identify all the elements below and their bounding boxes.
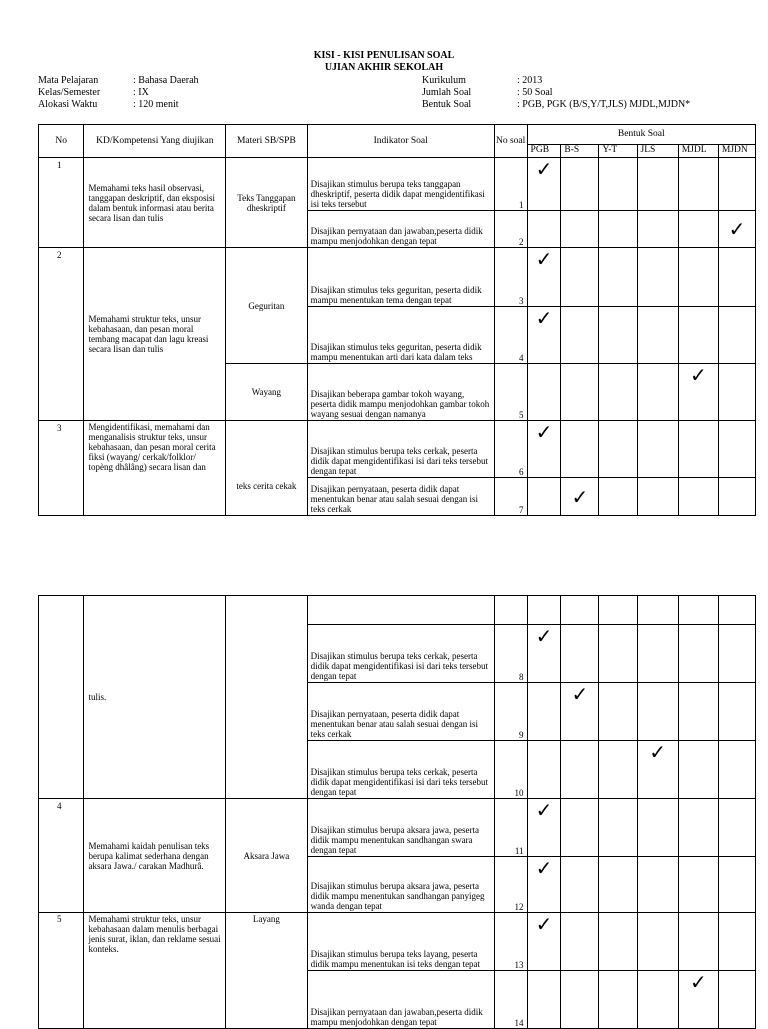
- header-materi: Materi SB/SPB: [226, 125, 307, 158]
- meta-label-question-form: Bentuk Soal: [422, 99, 472, 110]
- group-number: [39, 596, 84, 799]
- check-mjdl-icon: ✓: [678, 364, 718, 421]
- group-number: 5: [39, 913, 84, 1029]
- question-number: 2: [494, 211, 527, 248]
- header-kd: KD/Kompetensi Yang diujikan: [84, 125, 226, 158]
- question-number: 11: [494, 799, 527, 857]
- document-title: KISI - KISI PENULISAN SOAL: [313, 50, 455, 61]
- table-row: [39, 421, 756, 478]
- check-bs-icon: ✓: [561, 478, 599, 516]
- indikator-cell: Disajikan stimulus berupa teks cerkak, peserta didik dapat mengidentifikasi isi dari teks tersebut dengan tepat: [307, 741, 494, 799]
- indikator-cell: Disajikan stimulus berupa teks layang, peserta didik mampu menentukan isi teks dengan tepat: [307, 913, 494, 971]
- meta-label-time: Alokasi Waktu: [38, 99, 98, 110]
- table-row: [39, 913, 756, 971]
- materi-cell: Layang: [226, 913, 307, 1029]
- check-pgb-icon: ✓: [527, 307, 561, 364]
- question-grid-table-2: [38, 595, 756, 1029]
- header-type-jls: JLS: [637, 145, 678, 158]
- group-number: 3: [39, 421, 84, 516]
- materi-cell: Geguritan: [226, 248, 307, 364]
- indikator-cell: Disajikan stimulus berupa aksara jawa, peserta didik mampu menentukan sandhangan panyigeg wanda dengan tepat: [307, 857, 494, 913]
- indikator-cell: Disajikan pernyataan, peserta didik dapat menentukan benar atau salah sesuai dengan isi teks cerkak: [307, 478, 494, 516]
- indikator-cell: Disajikan stimulus berupa aksara jawa, peserta didik mampu menentukan sandhangan swara dengan tepat: [307, 799, 494, 857]
- check-pgb-icon: ✓: [527, 421, 561, 478]
- header-no-soal: No soal: [494, 125, 527, 158]
- kd-cell: Memahami struktur teks, unsur kebahasaan, dan pesan moral tembang macapat dan lagu kreasi secara lisan dan tulis: [84, 248, 226, 421]
- kd-cell: Memahami teks hasil observasi, tanggapan deskriptif, dan eksposisi dalam bentuk informasi atau berita secara lisan dan tulis: [84, 158, 226, 248]
- header-no: No: [39, 125, 84, 158]
- kd-cell: Memahami kaidah penulisan teks berupa kalimat sederhana dengan aksara Jawa./ carakan Madhurâ.: [84, 799, 226, 913]
- check-pgb-icon: ✓: [527, 799, 561, 857]
- check-mjdn-icon: ✓: [718, 211, 755, 248]
- group-number: 4: [39, 799, 84, 913]
- meta-value-question-count: : 50 Soal: [517, 87, 553, 98]
- check-jls-icon: ✓: [637, 741, 678, 799]
- table-header-row: [39, 125, 756, 145]
- check-pgb-icon: ✓: [527, 913, 561, 971]
- header-type-bs: B-S: [561, 145, 599, 158]
- check-mjdl-icon: ✓: [678, 971, 718, 1029]
- question-number: 4: [494, 307, 527, 364]
- meta-label-class: Kelas/Semester: [38, 87, 101, 98]
- check-pgb-icon: ✓: [527, 625, 561, 683]
- check-bs-icon: ✓: [561, 683, 599, 741]
- question-number: 8: [494, 625, 527, 683]
- question-grid-table-1: [38, 124, 756, 516]
- header-bentuk-soal: Bentuk Soal: [527, 125, 755, 145]
- question-number: 1: [494, 158, 527, 211]
- indikator-cell: Disajikan stimulus teks geguritan, peserta didik mampu menentukan arti dari kata dalam teks: [307, 307, 494, 364]
- indikator-cell: Disajikan beberapa gambar tokoh wayang, peserta didik mampu menjodohkan gambar tokoh wayang sesuai dengan namanya: [307, 364, 494, 421]
- check-pgb-icon: ✓: [527, 857, 561, 913]
- meta-value-time: : 120 menit: [133, 99, 179, 110]
- document-subtitle: UJIAN AKHIR SEKOLAH: [324, 62, 444, 73]
- meta-value-question-form: : PGB, PGK (B/S,Y/T,JLS) MJDL,MJDN*: [517, 99, 691, 110]
- indikator-cell: Disajikan stimulus teks geguritan, peserta didik mampu menentukan tema dengan tepat: [307, 248, 494, 307]
- meta-label-subject: Mata Pelajaran: [38, 75, 99, 86]
- header-type-pgb: PGB: [527, 145, 561, 158]
- meta-label-curriculum: Kurikulum: [422, 75, 466, 86]
- materi-cell: Wayang: [226, 364, 307, 421]
- table-row: [39, 596, 756, 625]
- question-number: 3: [494, 248, 527, 307]
- table-row: [39, 248, 756, 307]
- kd-cell: tulis.: [84, 596, 226, 799]
- materi-cell: Aksara Jawa: [226, 799, 307, 913]
- header-type-mjdl: MJDL: [678, 145, 718, 158]
- meta-label-question-count: Jumlah Soal: [422, 87, 472, 98]
- indikator-cell: Disajikan stimulus berupa teks cerkak, peserta didik dapat mengidentifikasi isi dari teks tersebut dengan tepat: [307, 421, 494, 478]
- indikator-cell: Disajikan stimulus berupa teks tanggapan dheskriptif, peserta didik dapat mengidentifikasi isi teks tersebut: [307, 158, 494, 211]
- question-number: 9: [494, 683, 527, 741]
- question-number: 6: [494, 421, 527, 478]
- question-number: 14: [494, 971, 527, 1029]
- kd-cell: Mengidentifikasi, memahami dan menganalisis struktur teks, unsur kebahasaan, dan pesan moral cerita fiksi (wayang/ cerkak/folklor/ topèng dhâlâng) secara lisan dan: [84, 421, 226, 516]
- materi-cell: Teks Tanggapan dheskriptif: [226, 158, 307, 248]
- indikator-cell: Disajikan stimulus berupa teks cerkak, peserta didik dapat mengidentifikasi isi dari teks tersebut dengan tepat: [307, 625, 494, 683]
- table-row: [39, 799, 756, 857]
- materi-cell: teks cerita cekak: [226, 421, 307, 516]
- kd-cell: Memahami struktur teks, unsur kebahasaan dalam menulis berbagai jenis surat, iklan, dan reklame sesuai konteks.: [84, 913, 226, 1029]
- table-row: [39, 158, 756, 211]
- meta-value-subject: : Bahasa Daerah: [133, 75, 199, 86]
- indikator-cell: Disajikan pernyataan, peserta didik dapat menentukan benar atau salah sesuai dengan isi teks cerkak: [307, 683, 494, 741]
- header-indikator: Indikator Soal: [307, 125, 494, 158]
- group-number: 2: [39, 248, 84, 421]
- check-pgb-icon: ✓: [527, 248, 561, 307]
- question-number: 12: [494, 857, 527, 913]
- check-pgb-icon: ✓: [527, 158, 561, 211]
- question-number: 13: [494, 913, 527, 971]
- question-number: 10: [494, 741, 527, 799]
- header-type-mjdn: MJDN: [718, 145, 755, 158]
- header-type-yt: Y-T: [599, 145, 637, 158]
- question-number: 5: [494, 364, 527, 421]
- indikator-cell: Disajikan pernyataan dan jawaban,peserta didik mampu menjodohkan dengan tepat: [307, 971, 494, 1029]
- meta-value-class: : IX: [133, 87, 149, 98]
- question-number: 7: [494, 478, 527, 516]
- group-number: 1: [39, 158, 84, 248]
- meta-value-curriculum: : 2013: [517, 75, 543, 86]
- indikator-cell: Disajikan pernyataan dan jawaban,peserta didik mampu menjodohkan dengan tepat: [307, 211, 494, 248]
